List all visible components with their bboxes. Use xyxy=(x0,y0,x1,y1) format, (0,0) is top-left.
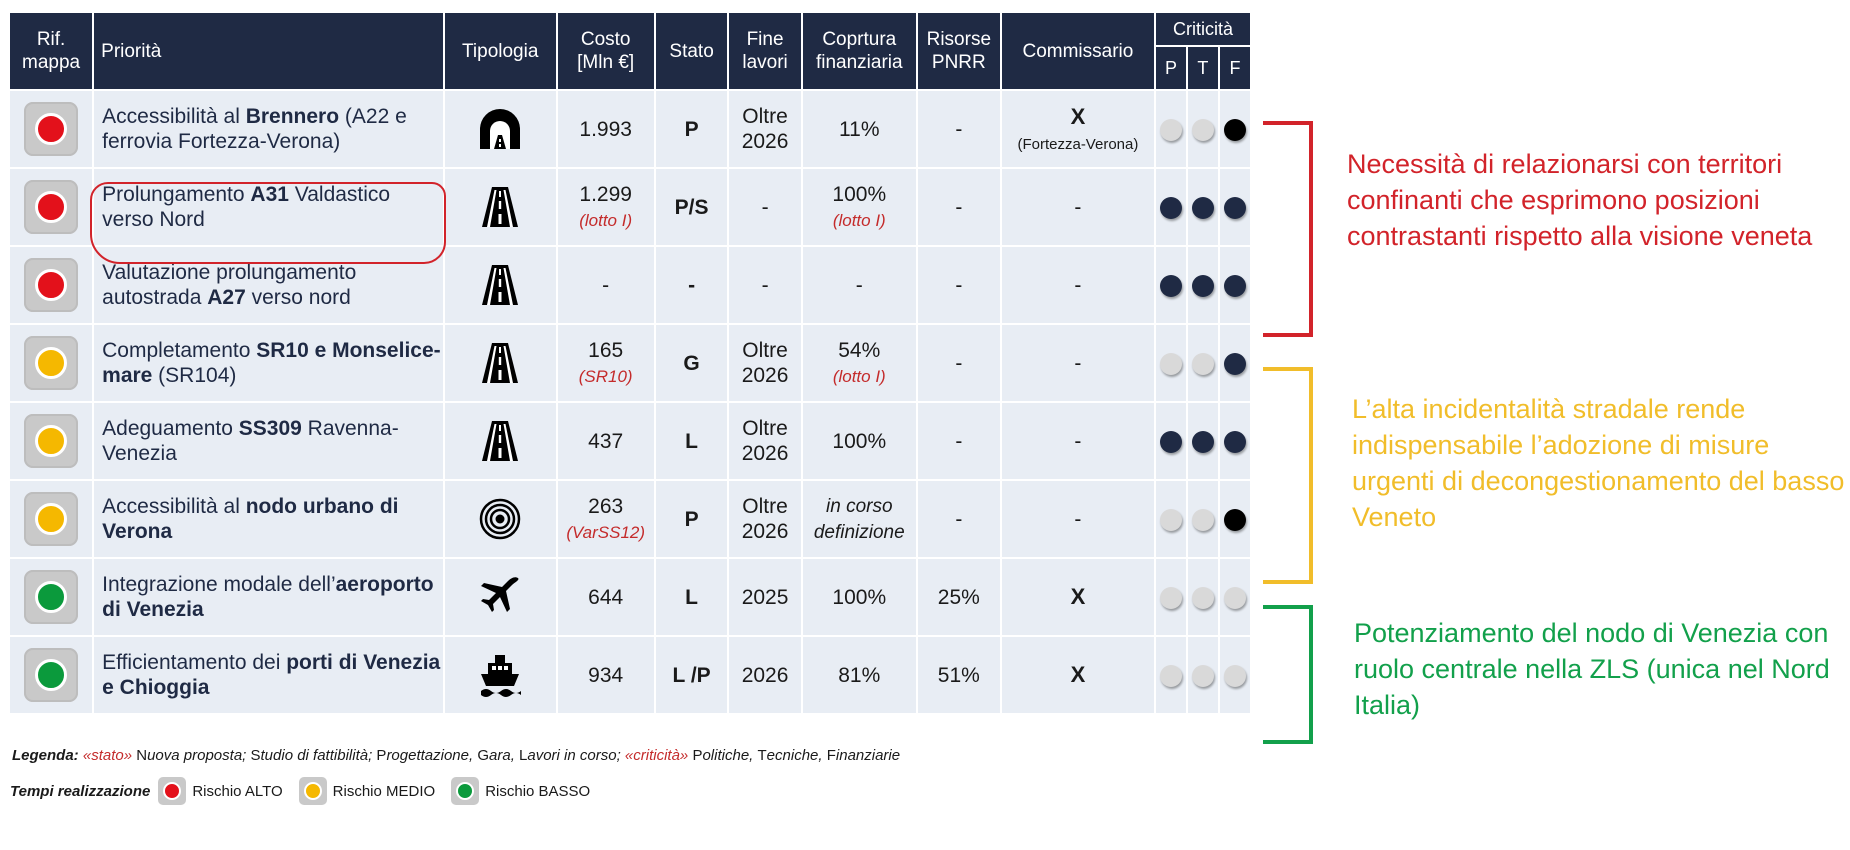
traffic-light-icon xyxy=(24,336,78,390)
note-yellow: L’alta incidentalità stradale rende indispensabile l’adozione di misure urgenti di decongestionamento del basso Veneto xyxy=(1352,394,1845,532)
header-commissario: Commissario xyxy=(1001,12,1155,90)
rif-cell xyxy=(9,480,93,558)
table-row xyxy=(9,246,1251,324)
tunnel-icon xyxy=(445,107,556,151)
tipologia-cell xyxy=(444,324,557,402)
traffic-light-icon xyxy=(24,414,78,468)
criticita-dot xyxy=(1224,431,1246,453)
legend-tempi-label: Tempi realizzazione xyxy=(10,782,151,800)
risorse-cell: - xyxy=(917,168,1001,246)
commissario-cell: X (Fortezza-Verona) xyxy=(1001,90,1155,168)
crit-cell xyxy=(1219,90,1251,168)
legend-crit-text: Politiche, Tecniche, Finanziarie xyxy=(692,747,901,764)
commissario-cell: - xyxy=(1001,168,1155,246)
crit-cell xyxy=(1187,636,1219,714)
crit-cell xyxy=(1155,90,1187,168)
costo-note: (VarSS12) xyxy=(566,523,646,542)
priority-table xyxy=(8,11,1252,715)
criticita-dot xyxy=(1192,119,1214,141)
header-crit-p: P xyxy=(1155,46,1187,90)
fine-lavori-cell: Oltre 2026 xyxy=(728,480,801,558)
traffic-light-icon xyxy=(24,180,78,234)
road-icon xyxy=(445,265,556,305)
fine-lavori-cell: Oltre 2026 xyxy=(728,324,801,402)
fine-lavori-cell: - xyxy=(728,168,801,246)
risorse-cell: - xyxy=(917,480,1001,558)
criticita-dot xyxy=(1160,587,1182,609)
copertura-cell: - xyxy=(802,246,917,324)
table-row xyxy=(9,324,1251,402)
legend-stato-key: «stato» xyxy=(82,747,133,764)
traffic-light-icon xyxy=(158,777,186,805)
criticita-dot xyxy=(1192,509,1214,531)
rif-cell xyxy=(9,324,93,402)
legend-risk xyxy=(10,777,606,805)
tipologia-cell xyxy=(444,636,557,714)
commissario-cell: X xyxy=(1001,636,1155,714)
stato-cell: L xyxy=(655,402,728,480)
legend-line xyxy=(12,747,900,764)
airplane-icon xyxy=(445,575,556,619)
criticita-dot xyxy=(1224,197,1246,219)
traffic-light-icon xyxy=(24,258,78,312)
criticita-dot xyxy=(1224,509,1246,531)
crit-cell xyxy=(1155,402,1187,480)
costo-cell: 437 xyxy=(557,402,655,480)
risorse-cell: - xyxy=(917,246,1001,324)
risorse-cell: 51% xyxy=(917,636,1001,714)
priorita-cell: Prolungamento A31 Valdastico verso Nord xyxy=(93,168,444,246)
criticita-dot xyxy=(1192,197,1214,219)
crit-cell xyxy=(1155,168,1187,246)
rif-cell xyxy=(9,168,93,246)
table-body xyxy=(9,90,1251,714)
criticita-dot xyxy=(1192,275,1214,297)
copertura-cell: 11% xyxy=(802,90,917,168)
crit-cell xyxy=(1219,324,1251,402)
crit-cell xyxy=(1219,480,1251,558)
crit-cell xyxy=(1219,636,1251,714)
crit-cell xyxy=(1219,246,1251,324)
note-green: Potenziamento del nodo di Venezia con ruolo centrale nella ZLS (unica nel Nord Italia) xyxy=(1354,618,1830,720)
header-risorse: Risorse PNRR xyxy=(917,12,1001,90)
header-crit-f: F xyxy=(1219,46,1251,90)
crit-cell xyxy=(1155,246,1187,324)
criticita-dot xyxy=(1224,587,1246,609)
road-icon xyxy=(445,421,556,461)
crit-cell xyxy=(1187,168,1219,246)
traffic-light-icon xyxy=(24,570,78,624)
fine-lavori-cell: 2025 xyxy=(728,558,801,636)
crit-cell xyxy=(1219,168,1251,246)
tipologia-cell xyxy=(444,558,557,636)
crit-cell xyxy=(1155,324,1187,402)
criticita-dot xyxy=(1160,665,1182,687)
costo-cell: 644 xyxy=(557,558,655,636)
rif-cell xyxy=(9,402,93,480)
legend-crit-key: «criticità» xyxy=(624,747,689,764)
fine-lavori-cell: Oltre 2026 xyxy=(728,402,801,480)
stato-cell: L /P xyxy=(655,636,728,714)
copertura-cell: 100% xyxy=(802,558,917,636)
priorita-cell: Efficientamento dei porti di Venezia e Chioggia xyxy=(93,636,444,714)
tipologia-cell xyxy=(444,480,557,558)
criticita-dot xyxy=(1160,509,1182,531)
crit-cell xyxy=(1187,480,1219,558)
stato-cell: - xyxy=(655,246,728,324)
table-row xyxy=(9,558,1251,636)
criticita-dot xyxy=(1160,353,1182,375)
copertura-cell: in corso definizione xyxy=(802,480,917,558)
header-stato: Stato xyxy=(655,12,728,90)
criticita-dot xyxy=(1160,431,1182,453)
commissario-cell: - xyxy=(1001,324,1155,402)
crit-cell xyxy=(1187,246,1219,324)
table-row xyxy=(9,168,1251,246)
criticita-dot xyxy=(1224,119,1246,141)
copertura-cell: 81% xyxy=(802,636,917,714)
tipologia-cell xyxy=(444,246,557,324)
header-fine-lavori: Fine lavori xyxy=(728,12,801,90)
traffic-light-icon xyxy=(299,777,327,805)
priorita-cell: Integrazione modale dell’aeroporto di Venezia xyxy=(93,558,444,636)
costo-cell: 1.299 (lotto I) xyxy=(557,168,655,246)
criticita-dot xyxy=(1192,587,1214,609)
bracket-red xyxy=(1263,121,1313,337)
bracket-yellow xyxy=(1263,367,1313,584)
legend-label: Legenda: xyxy=(12,747,79,764)
stato-cell: P/S xyxy=(655,168,728,246)
bracket-green xyxy=(1263,605,1313,744)
stato-cell: G xyxy=(655,324,728,402)
copertura-cell: 100% xyxy=(802,402,917,480)
risorse-cell: - xyxy=(917,90,1001,168)
criticita-dot xyxy=(1224,665,1246,687)
criticita-dot xyxy=(1160,119,1182,141)
rif-cell xyxy=(9,558,93,636)
rif-cell xyxy=(9,246,93,324)
road-icon xyxy=(445,187,556,227)
copertura-note: (lotto I) xyxy=(832,367,886,386)
criticita-dot xyxy=(1224,353,1246,375)
copertura-cell: 100% (lotto I) xyxy=(802,168,917,246)
priorita-cell: Accessibilità al Brennero (A22 e ferrovia Fortezza-Verona) xyxy=(93,90,444,168)
costo-note: (lotto I) xyxy=(579,211,633,230)
tipologia-cell xyxy=(444,402,557,480)
traffic-light-icon xyxy=(24,102,78,156)
risorse-cell: - xyxy=(917,324,1001,402)
note-red: Necessità di relazionarsi con territori confinanti che esprimono posizioni contrastanti rispetto alla visione veneta xyxy=(1347,149,1813,251)
legend-high: Rischio ALTO xyxy=(158,777,282,805)
header-copertura: Coprtura finanziaria xyxy=(802,12,917,90)
risorse-cell: 25% xyxy=(917,558,1001,636)
stato-cell: P xyxy=(655,480,728,558)
commissario-cell: - xyxy=(1001,246,1155,324)
criticita-dot xyxy=(1192,665,1214,687)
legend-medium: Rischio MEDIO xyxy=(299,777,436,805)
costo-note: (SR10) xyxy=(578,367,633,386)
costo-cell: 263 (VarSS12) xyxy=(557,480,655,558)
tipologia-cell xyxy=(444,168,557,246)
rif-cell xyxy=(9,636,93,714)
crit-cell xyxy=(1155,480,1187,558)
crit-cell xyxy=(1155,636,1187,714)
header-criticita: Criticità xyxy=(1155,12,1251,46)
header-rif: Rif. mappa xyxy=(9,12,93,90)
fine-lavori-cell: - xyxy=(728,246,801,324)
priorita-cell: Accessibilità al nodo urbano di Verona xyxy=(93,480,444,558)
crit-cell xyxy=(1219,558,1251,636)
header-tipologia: Tipologia xyxy=(444,12,557,90)
commissario-note: (Fortezza-Verona) xyxy=(1017,135,1139,153)
tipologia-cell xyxy=(444,90,557,168)
header-crit-t: T xyxy=(1187,46,1219,90)
traffic-light-icon xyxy=(24,648,78,702)
header-priorita: Priorità xyxy=(93,12,444,90)
costo-cell: 165 (SR10) xyxy=(557,324,655,402)
risorse-cell: - xyxy=(917,402,1001,480)
stato-cell: L xyxy=(655,558,728,636)
legend-low: Rischio BASSO xyxy=(451,777,590,805)
criticita-dot xyxy=(1192,353,1214,375)
criticita-dot xyxy=(1224,275,1246,297)
road-icon xyxy=(445,343,556,383)
crit-cell xyxy=(1187,324,1219,402)
copertura-note: (lotto I) xyxy=(832,211,886,230)
copertura-cell: 54% (lotto I) xyxy=(802,324,917,402)
traffic-light-icon xyxy=(24,492,78,546)
table-row xyxy=(9,402,1251,480)
fine-lavori-cell: Oltre 2026 xyxy=(728,90,801,168)
criticita-dot xyxy=(1160,275,1182,297)
costo-cell: - xyxy=(557,246,655,324)
ship-icon xyxy=(445,653,556,697)
node-icon xyxy=(445,498,556,540)
costo-cell: 934 xyxy=(557,636,655,714)
traffic-light-icon xyxy=(451,777,479,805)
crit-cell xyxy=(1187,90,1219,168)
criticita-dot xyxy=(1192,431,1214,453)
commissario-cell: X xyxy=(1001,558,1155,636)
priorita-cell: Adeguamento SS309 Ravenna-Venezia xyxy=(93,402,444,480)
table-row xyxy=(9,636,1251,714)
costo-cell: 1.993 xyxy=(557,90,655,168)
fine-lavori-cell: 2026 xyxy=(728,636,801,714)
crit-cell xyxy=(1155,558,1187,636)
stato-cell: P xyxy=(655,90,728,168)
criticita-dot xyxy=(1160,197,1182,219)
table-row xyxy=(9,90,1251,168)
crit-cell xyxy=(1187,558,1219,636)
crit-cell xyxy=(1187,402,1219,480)
header-costo: Costo [Mln €] xyxy=(557,12,655,90)
legend-stato-text: Nuova proposta; Studio di fattibilità; Progettazione, Gara, Lavori in corso; xyxy=(136,747,625,764)
commissario-cell: - xyxy=(1001,480,1155,558)
priorita-cell: Completamento SR10 e Monselice-mare (SR104) xyxy=(93,324,444,402)
crit-cell xyxy=(1219,402,1251,480)
rif-cell xyxy=(9,90,93,168)
priorita-cell: Valutazione prolungamento autostrada A27 verso nord xyxy=(93,246,444,324)
commissario-cell: - xyxy=(1001,402,1155,480)
table-row xyxy=(9,480,1251,558)
